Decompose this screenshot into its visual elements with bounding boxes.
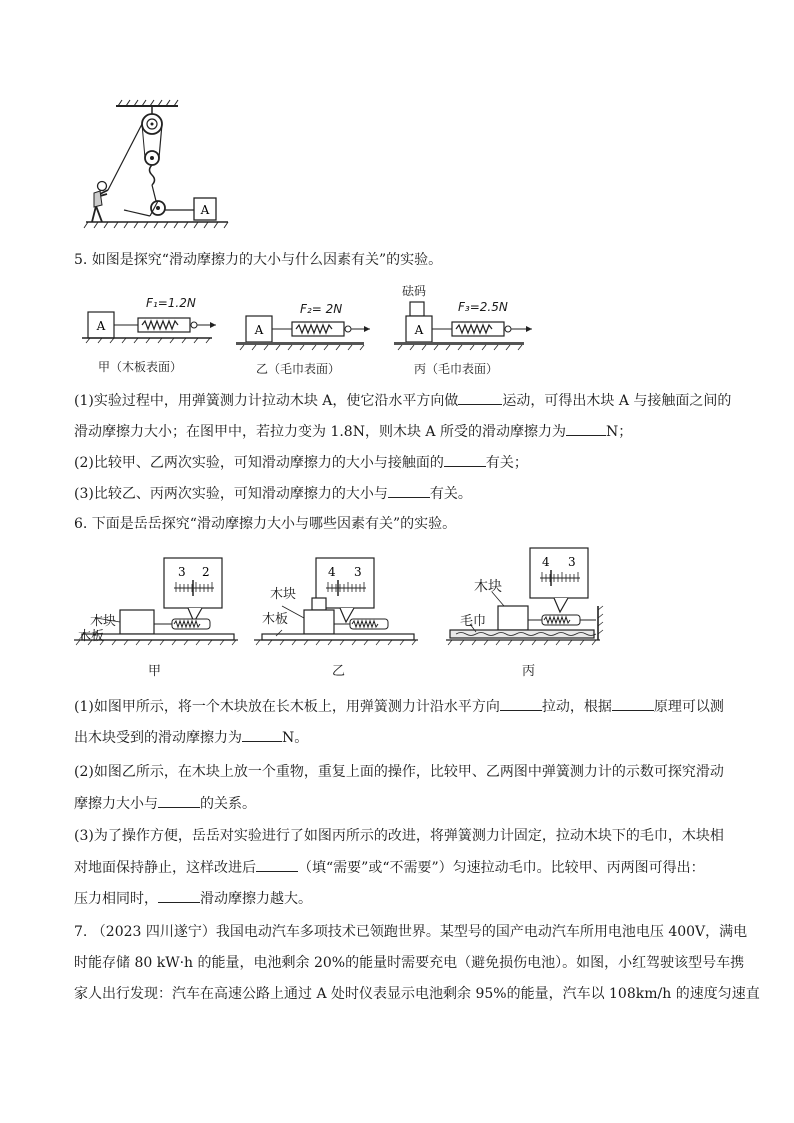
q6-yi-scale-left: 4 — [328, 565, 336, 579]
block-a-label: A — [200, 203, 210, 217]
q6-yi-caption: 乙 — [332, 664, 346, 679]
pulley-figure — [78, 98, 238, 233]
q5-jia-block: A — [96, 319, 106, 333]
q7-line3: 家人出行发现：汽车在高速公路上通过 A 处时仪表显示电池剩余 95%的能量，汽车以 108km/h 的速度匀速直 — [74, 986, 760, 1002]
q7-line2: 时能存储 80 kW·h 的能量，电池剩余 20%的能量时需要充电（避免损伤电池）。如图，小红驾驶该型号车携 — [74, 955, 745, 971]
q6-part1-line2: 出木块受到的滑动摩擦力为 N。 — [74, 727, 308, 748]
q6-blank-1[interactable] — [500, 696, 542, 711]
q5-part2: (2)比较甲、乙两次实验，可知滑动摩擦力的大小与接触面的 有关； — [74, 452, 528, 473]
q6-yi-label-board: 木板 — [262, 612, 289, 627]
q6-part2-line1: (2)如图乙所示，在木块上放一个重物，重复上面的操作，比较甲、乙两图中弹簧测力计的示数可探究滑动 — [74, 764, 724, 780]
q6-part3-line2: 对地面保持静止，这样改进后 （填“需要”或“不需要”）匀速拉动毛巾。比较甲、丙两图可得出： — [74, 857, 705, 878]
q5-bing-force: F₃=2.5N — [458, 300, 508, 314]
q5-part1-line1: (1)实验过程中，用弹簧测力计拉动木块 A，使它沿水平方向做 运动，可得出木块 A 与接触面之间的 — [74, 390, 731, 411]
q5-blank-1[interactable] — [458, 390, 502, 405]
q6-blank-4[interactable] — [158, 793, 200, 808]
q5-yi-block: A — [254, 323, 264, 337]
q7-line1: 7. （2023 四川遂宁）我国电动汽车多项技术已领跑世界。某型号的国产电动汽车所用电池电压 400V，满电 — [74, 924, 748, 940]
q6-part2-line2: 摩擦力大小与 的关系。 — [74, 793, 256, 814]
q6-figure-bing — [446, 542, 614, 652]
q6-bing-label-block: 木块 — [474, 579, 502, 595]
q6-part3-line3: 压力相同时， 滑动摩擦力越大。 — [74, 888, 312, 909]
q5-bing-block: A — [414, 323, 424, 337]
q5-bing-caption: 丙（毛巾表面） — [414, 362, 499, 376]
q6-blank-6[interactable] — [158, 888, 200, 903]
q5-bing-weight: 砝码 — [402, 284, 427, 298]
q6-part3-line1: (3)为了操作方便，岳岳对实验进行了如图丙所示的改进，将弹簧测力计固定，拉动木块下的毛巾，木块相 — [74, 828, 724, 844]
q6-jia-caption: 甲 — [148, 664, 162, 679]
q5-yi-force: F₂= 2N — [300, 302, 343, 316]
q5-stem: 5. 如图是探究“滑动摩擦力的大小与什么因素有关”的实验。 — [74, 252, 443, 268]
q6-bing-scale-left: 4 — [542, 555, 550, 569]
q5-part3: (3)比较乙、丙两次实验，可知滑动摩擦力的大小与 有关。 — [74, 483, 472, 504]
q5-blank-4[interactable] — [388, 483, 430, 498]
q6-jia-label-board: 木板 — [78, 629, 105, 644]
q5-jia-force: F₁=1.2N — [146, 296, 196, 310]
q6-figure-yi — [254, 552, 418, 652]
q6-blank-5[interactable] — [256, 857, 298, 872]
q6-jia-scale-right: 2 — [202, 565, 210, 579]
q6-jia-scale-left: 3 — [178, 565, 186, 579]
q5-blank-3[interactable] — [444, 452, 486, 467]
q6-yi-label-block: 木块 — [270, 587, 297, 602]
q6-blank-3[interactable] — [242, 727, 282, 742]
q6-blank-2[interactable] — [612, 696, 654, 711]
q6-bing-label-towel: 毛巾 — [460, 614, 487, 629]
q5-jia-caption: 甲（木板表面） — [98, 360, 183, 374]
q6-yi-scale-right: 3 — [354, 565, 362, 579]
q6-jia-label-block: 木块 — [90, 614, 117, 629]
q6-part1-line1: (1)如图甲所示，将一个木块放在长木板上，用弹簧测力计沿水平方向 拉动，根据 原理可以测 — [74, 696, 724, 717]
q5-blank-2[interactable] — [566, 421, 606, 436]
q5-part1-line2: 滑动摩擦力大小；在图甲中，若拉力变为 1.8N，则木块 A 所受的滑动摩擦力为 N； — [74, 421, 632, 442]
q6-stem: 6. 下面是岳岳探究“滑动摩擦力大小与哪些因素有关”的实验。 — [74, 516, 457, 532]
q6-bing-caption: 丙 — [522, 664, 536, 679]
q5-yi-caption: 乙（毛巾表面） — [256, 362, 341, 376]
q6-bing-scale-right: 3 — [568, 555, 576, 569]
